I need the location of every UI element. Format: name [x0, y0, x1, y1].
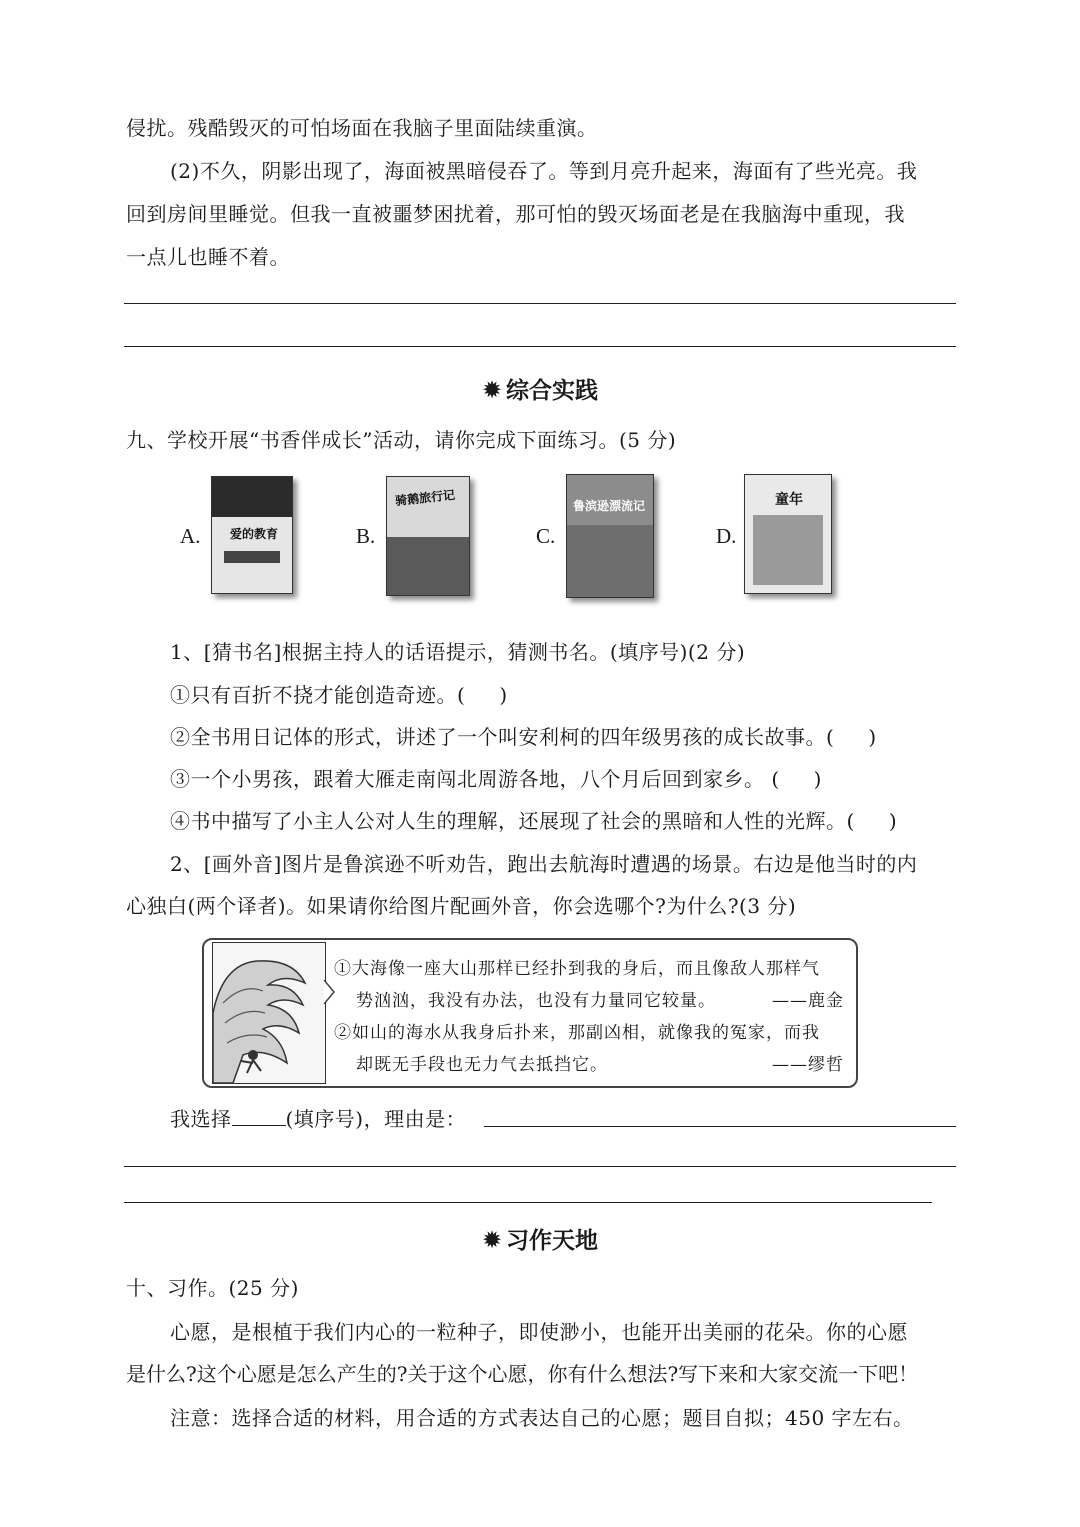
wave-icon — [213, 943, 325, 1083]
book-letter: A. — [180, 524, 201, 548]
answer-line[interactable] — [124, 1202, 932, 1203]
quote-2-line-1: ②如山的海水从我身后扑来，那副凶相，就像我的冤家，而我 — [334, 1023, 820, 1043]
prompt-line: 心愿，是根植于我们内心的一粒种子，即使渺小，也能开出美丽的花朵。你的心愿 — [170, 1320, 908, 1344]
passage-line: 回到房间里睡觉。但我一直被噩梦困扰着，那可怕的毁灭场面老是在我脑海中重现，我 — [126, 202, 905, 226]
cover-illustration — [387, 537, 469, 595]
book-cover-d — [744, 474, 832, 594]
book-cover-a — [211, 476, 293, 594]
prompt-line: 是什么?这个心愿是怎么产生的?关于这个心愿，你有什么想法?写下来和大家交流一下吧！ — [126, 1362, 919, 1386]
book-title: 骑鹅旅行记 — [394, 487, 456, 509]
question-9-title: 九、学校开展“书香伴成长”活动，请你完成下面练习。(5 分) — [126, 428, 677, 452]
choice-close: ) — [888, 809, 898, 833]
quote-1-line-2: 势汹汹，我没有办法，也没有力量同它较量。 — [356, 991, 716, 1011]
choice-item — [170, 763, 822, 792]
book-title: 爱的教育 — [230, 527, 279, 541]
answer-line[interactable] — [124, 303, 956, 304]
book-title: 童年 — [775, 492, 803, 508]
section-title-text: 习作天地 — [506, 1228, 599, 1254]
book-letter: B. — [356, 524, 376, 548]
quote-2-author: ——缪哲 — [772, 1055, 844, 1075]
passage-line: 一点儿也睡不着。 — [126, 245, 290, 269]
star-icon: ✹ — [481, 376, 503, 404]
choice-text: ④书中描写了小主人公对人生的理解，还展现了社会的黑暗和人性的光辉。( — [170, 809, 855, 833]
wave-illustration — [212, 942, 326, 1084]
book-letter: C. — [536, 524, 556, 548]
answer-mid: (填序号)，理由是： — [285, 1107, 467, 1131]
quote-panel — [202, 938, 858, 1088]
book-letter: D. — [716, 524, 737, 548]
answer-line[interactable] — [124, 1166, 956, 1167]
sub-question-1: 1、[猜书名]根据主持人的话语提示，猜测书名。(填序号)(2 分) — [170, 640, 746, 664]
prompt-note: 注意：选择合适的材料，用合适的方式表达自己的心愿；题目自拟；450 字左右。 — [170, 1406, 914, 1430]
cover-band — [224, 551, 280, 563]
choice-item — [170, 721, 877, 750]
choice-text: ③一个小男孩，跟着大雁走南闯北周游各地，八个月后回到家乡。 ( — [170, 767, 780, 791]
book-cover-b — [386, 476, 470, 596]
passage-line: (2)不久，阴影出现了，海面被黑暗侵吞了。等到月亮升起来，海面有了些光亮。我 — [170, 159, 918, 183]
answer-line[interactable] — [124, 346, 956, 347]
cover-illustration — [753, 515, 823, 585]
choice-close: ) — [499, 683, 508, 707]
sub-question-2: 心独白(两个译者)。如果请你给图片配画外音，你会选哪个?为什么?(3 分) — [126, 894, 797, 918]
choice-text: ②全书用日记体的形式，讲述了一个叫安利柯的四年级男孩的成长故事。( — [170, 725, 835, 749]
sub-question-2: 2、[画外音]图片是鲁滨逊不听劝告，跑出去航海时遭遇的场景。右边是他当时的内 — [170, 852, 918, 876]
answer-prefix: 我选择 — [170, 1107, 232, 1131]
choice-close: ) — [868, 725, 877, 749]
quote-1-author: ——鹿金 — [772, 991, 844, 1011]
choice-close: ) — [813, 767, 822, 791]
choice-item — [170, 805, 897, 834]
quote-2-line-2: 却既无手段也无力气去抵挡它。 — [356, 1055, 608, 1075]
answer-row — [170, 1103, 466, 1132]
choice-text: ①只有百折不挠才能创造奇迹。( — [170, 683, 466, 707]
star-icon: ✹ — [481, 1226, 503, 1254]
choice-blank[interactable] — [232, 1125, 286, 1126]
section-title — [0, 1222, 1080, 1255]
book-cover-c — [566, 474, 654, 598]
passage-line: 侵扰。残酷毁灭的可怕场面在我脑子里面陆续重演。 — [126, 116, 598, 140]
quote-1-line-1: ①大海像一座大山那样已经扑到我的身后，而且像敌人那样气 — [334, 959, 820, 979]
choice-item — [170, 679, 508, 708]
question-10-title: 十、习作。(25 分) — [126, 1276, 299, 1300]
cover-illustration — [567, 525, 653, 597]
reason-line[interactable] — [484, 1126, 956, 1127]
book-title: 鲁滨逊漂流记 — [573, 499, 646, 513]
cover-photo — [212, 477, 292, 517]
panel-pointer — [322, 980, 336, 1004]
section-title — [0, 372, 1080, 405]
section-title-text: 综合实践 — [506, 378, 599, 404]
